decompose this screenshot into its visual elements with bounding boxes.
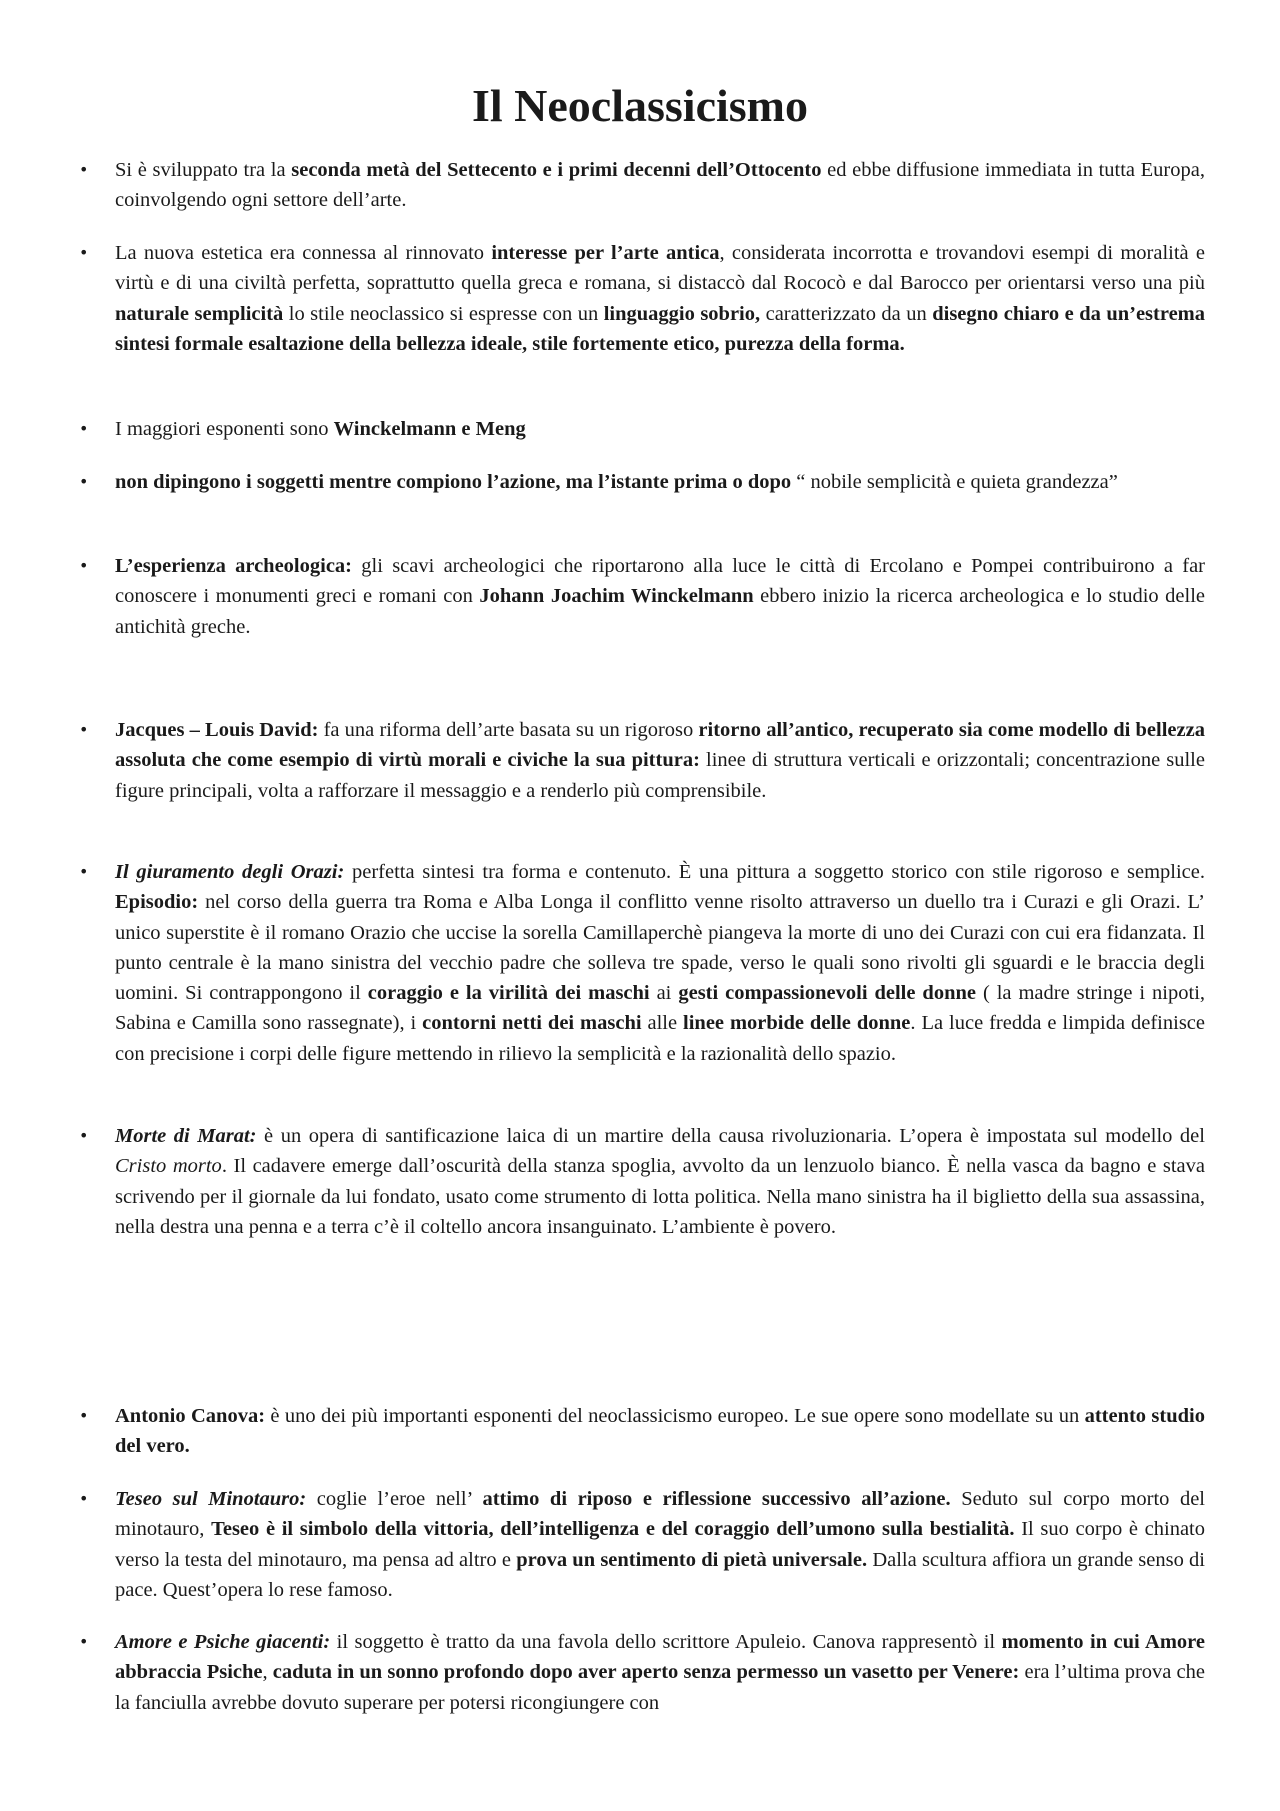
bullet-icon: • bbox=[79, 160, 89, 179]
bullet-icon: • bbox=[79, 1489, 89, 1508]
bullet-icon: • bbox=[79, 862, 89, 881]
item-text: non dipingono i soggetti mentre compiono l’azione, ma l’istante prima o dopo “ nobile semplicità e quieta grandezza” bbox=[115, 471, 1118, 493]
bullet-icon: • bbox=[79, 720, 89, 739]
bullet-icon: • bbox=[79, 419, 89, 438]
list-item bbox=[79, 1401, 1205, 1462]
item-text: L’esperienza archeologica: gli scavi archeologici che riportarono alla luce le città di Ercolano e Pompei contribuirono a far conoscere i monumenti greci e romani con Johann Joachim Winckelmann ebbero inizio la ricerca archeologica e lo studio delle antichità greche. bbox=[115, 555, 1206, 638]
item-text: La nuova estetica era connessa al rinnovato interesse per l’arte antica, considerata incorrotta e trovandovi esempi di moralità e virtù e di una civiltà perfetta, soprattutto quella greca e romana, si distaccò dal Rococò e dal Barocco per orientarsi verso una più naturale semplicità lo stile neoclassico si espresse con un linguaggio sobrio, caratterizzato da un disegno chiaro e da un’estrema sintesi formale esaltazione della bellezza ideale, stile fortemente etico, purezza della forma. bbox=[115, 242, 1206, 355]
item-text: Morte di Marat: è un opera di santificazione laica di un martire della causa rivoluzionaria. L’opera è impostata sul modello del Cristo morto. Il cadavere emerge dall’oscurità della stanza spoglia, avvolto da un lenzuolo bianco. È nella vasca da bagno e stava scrivendo per il giornale da lui fondato, usato come strumento di lotta politica. Nella mano sinistra ha il biglietto della sua assassina, nella destra una penna e a terra c’è il coltello ancora insanguinato. L’ambiente è povero. bbox=[115, 1125, 1205, 1238]
bullet-icon: • bbox=[79, 556, 89, 575]
list-item bbox=[79, 1121, 1205, 1242]
list-item bbox=[79, 155, 1205, 216]
item-text: Teseo sul Minotauro: coglie l’eroe nell’ attimo di riposo e riflessione successivo all’azione. Seduto sul corpo morto del minotauro, Teseo è il simbolo della vittoria, dell’intelligenza e del coraggio dell’umono sulla bestialità. Il suo corpo è chinato verso la testa del minotauro, ma pensa ad altro e prova un sentimento di pietà universale. Dalla scultura affiora un grande senso di pace. Quest’opera lo rese famoso. bbox=[115, 1488, 1206, 1601]
list-item bbox=[79, 467, 1205, 497]
item-text: Jacques – Louis David: fa una riforma dell’arte basata su un rigoroso ritorno all’antico, recuperato sia come modello di bellezza assoluta che come esempio di virtù morali e civiche la sua pittura: linee di struttura verticali e orizzontali; concentrazione sulle figure principali, volta a rafforzare il messaggio e a renderlo più comprensibile. bbox=[115, 719, 1205, 802]
item-text: I maggiori esponenti sono Winckelmann e Meng bbox=[115, 418, 526, 440]
bullet-icon: • bbox=[79, 472, 89, 491]
item-text: Si è sviluppato tra la seconda metà del Settecento e i primi decenni dell’Ottocento ed ebbe diffusione immediata in tutta Europa, coinvolgendo ogni settore dell’arte. bbox=[115, 159, 1205, 212]
item-text: Il giuramento degli Orazi: perfetta sintesi tra forma e contenuto. È una pittura a soggetto storico con stile rigoroso e semplice. Episodio: nel corso della guerra tra Roma e Alba Longa il conflitto venne risolto attraverso un duello tra i Curazi e gli Orazi. L’ unico superstite è il romano Orazio che uccise la sorella Camillaperchè piangeva la morte di uno dei Curazi con cui era fidanzata. Il punto centrale è la mano sinistra del vecchio padre che solleva tre spade, verso le quali sono rivolti gli sguardi e le braccia degli uomini. Si contrappongono il coraggio e la virilità dei maschi ai gesti compassionevoli delle donne ( la madre stringe i nipoti, Sabina e Camilla sono rassegnate), i contorni netti dei maschi alle linee morbide delle donne. La luce fredda e limpida definisce con precisione i corpi delle figure mettendo in rilievo la semplicità e la razionalità dello spazio. bbox=[115, 861, 1206, 1065]
item-text: Antonio Canova: è uno dei più importanti esponenti del neoclassicismo europeo. Le sue opere sono modellate su un attento studio del vero. bbox=[115, 1405, 1205, 1458]
page-title: Il Neoclassicismo bbox=[471, 80, 808, 131]
list-item bbox=[79, 1627, 1206, 1718]
bullet-icon: • bbox=[79, 243, 89, 262]
list-item bbox=[79, 551, 1206, 642]
list-item bbox=[79, 715, 1205, 806]
list-item bbox=[79, 1484, 1206, 1605]
list-item bbox=[79, 414, 1205, 444]
list-item bbox=[79, 857, 1206, 1069]
bullet-icon: • bbox=[79, 1126, 89, 1145]
list-item bbox=[79, 238, 1206, 359]
bullet-icon: • bbox=[79, 1406, 89, 1425]
item-text: Amore e Psiche giacenti: il soggetto è tratto da una favola dello scrittore Apuleio. Canova rappresentò il momento in cui Amore abbraccia Psiche, caduta in un sonno profondo dopo aver aperto senza permesso un vasetto per Venere: era l’ultima prova che la fanciulla avrebbe dovuto superare per potersi ricongiungere con bbox=[115, 1631, 1206, 1714]
bullet-icon: • bbox=[79, 1632, 89, 1651]
